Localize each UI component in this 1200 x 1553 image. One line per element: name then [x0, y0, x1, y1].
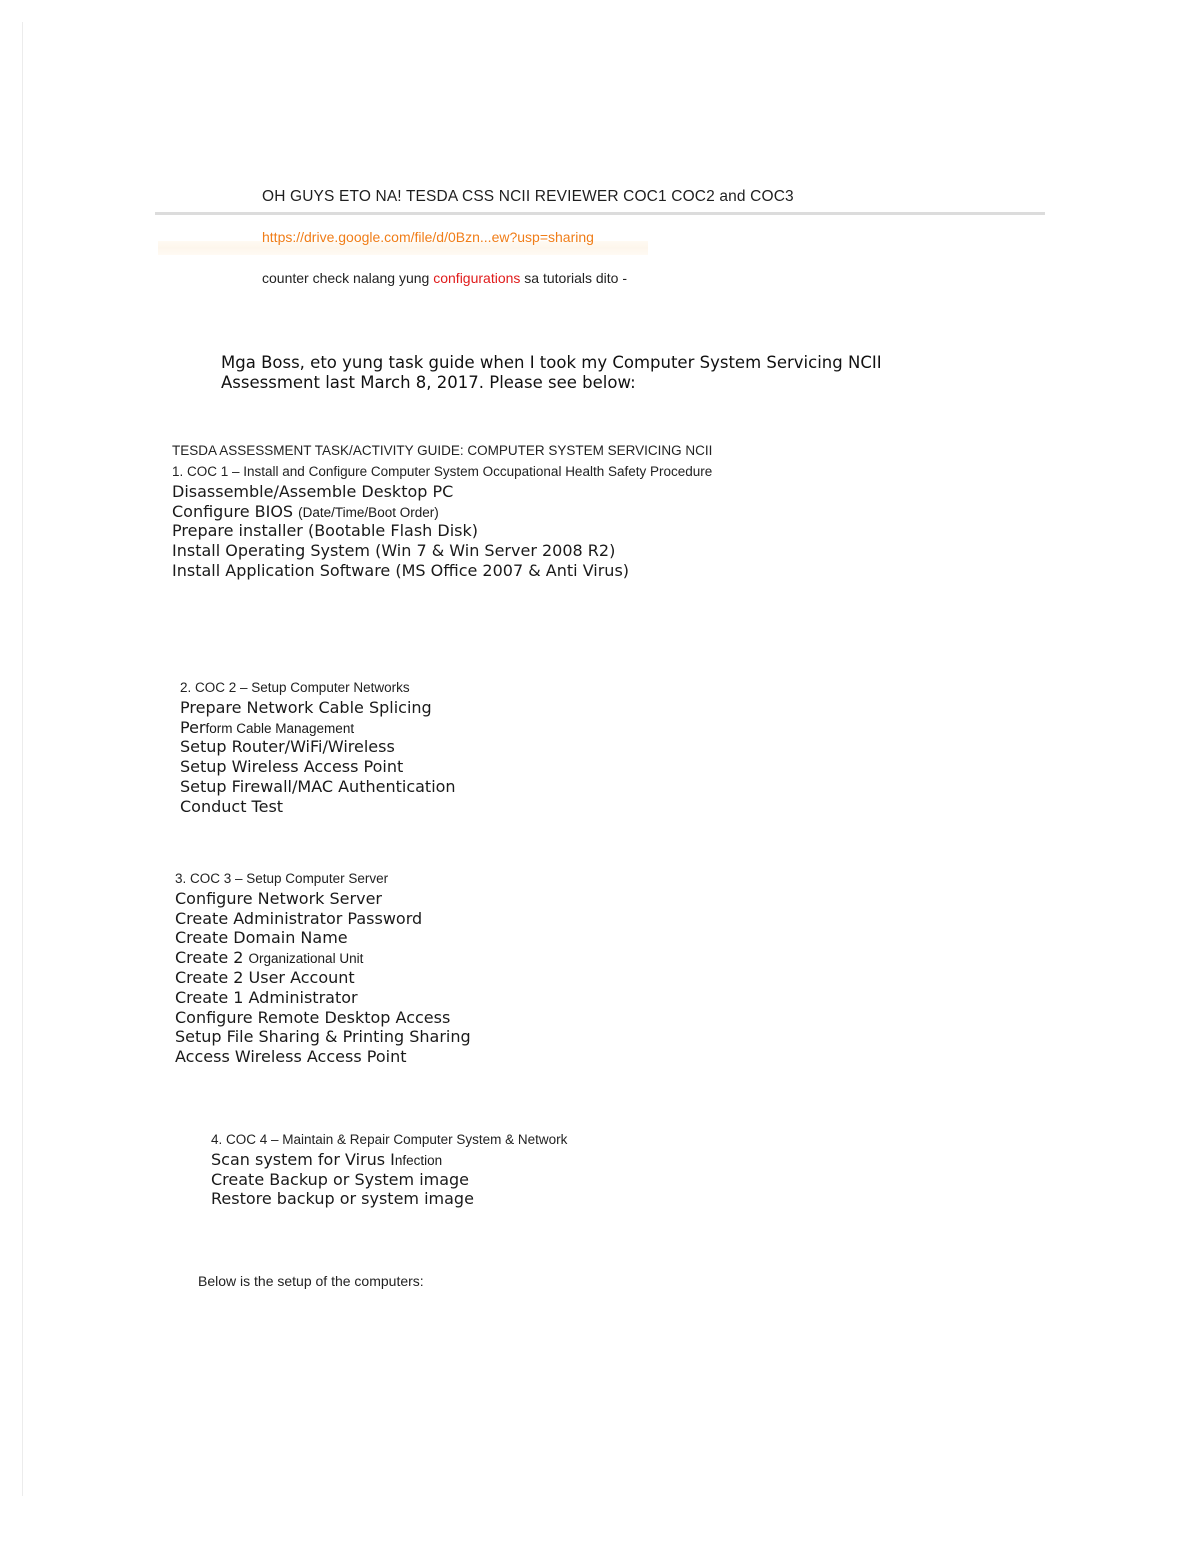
counter-check-note [262, 270, 627, 286]
coc3-item: Access Wireless Access Point [175, 1047, 407, 1067]
coc2-heading: 2. COC 2 – Setup Computer Networks [180, 680, 410, 695]
coc3-section [175, 869, 471, 1067]
coc2-item: Setup Firewall/MAC Authentication [180, 776, 456, 796]
coc2-item: Setup Wireless Access Point [180, 757, 404, 777]
coc4-item [211, 1150, 567, 1170]
drive-link[interactable]: https://drive.google.com/file/d/0Bzn...ew?usp=sharing [262, 229, 594, 245]
coc1-item: Install Application Software (MS Office 2007 & Anti Virus) [172, 560, 630, 580]
coc1-item: Disassemble/Assemble Desktop PC [172, 481, 454, 501]
coc3-item-detail: Organizational Unit [248, 951, 364, 967]
page-edge [22, 22, 23, 1496]
coc1-item-main: Configure BIOS [172, 501, 299, 521]
coc2-item-main: Per [180, 717, 206, 737]
coc3-item: Setup File Sharing & Printing Sharing [175, 1027, 471, 1047]
coc3-item: Configure Network Server [175, 888, 382, 908]
coc4-section [211, 1130, 567, 1209]
coc3-item: Configure Remote Desktop Access [175, 1007, 451, 1027]
coc4-heading: 4. COC 4 – Maintain & Repair Computer System & Network [211, 1132, 568, 1147]
coc2-item-detail: form Cable Management [205, 720, 355, 736]
configurations-highlight: configurations [433, 270, 521, 286]
coc1-section [172, 462, 712, 581]
coc2-section [180, 678, 456, 817]
coc2-item: Setup Router/WiFi/Wireless [180, 737, 395, 757]
coc3-heading: 3. COC 3 – Setup Computer Server [175, 871, 389, 886]
coc1-item: Prepare installer (Bootable Flash Disk) [172, 521, 478, 541]
footer-note: Below is the setup of the computers: [198, 1273, 424, 1289]
title-divider [155, 212, 1045, 215]
coc1-heading: 1. COC 1 – Install and Configure Computer System Occupational Health Safety Procedure [172, 464, 713, 479]
coc3-item: Create 2 User Account [175, 967, 355, 987]
coc4-item-main: Scan system for Virus I [211, 1149, 395, 1169]
coc3-item: Create 1 Administrator [175, 987, 358, 1007]
counter-text-before: counter check nalang yung [262, 270, 434, 286]
coc3-item: Create Domain Name [175, 928, 348, 948]
coc2-item: Conduct Test [180, 796, 284, 816]
intro-paragraph [221, 353, 921, 393]
coc4-item-detail: nfection [394, 1152, 443, 1168]
intro-line-2: Assessment last March 8, 2017. Please see below: [221, 373, 636, 392]
coc3-item-main: Create 2 [175, 948, 249, 968]
coc1-item [172, 502, 712, 522]
coc1-item: Install Operating System (Win 7 & Win Server 2008 R2) [172, 541, 616, 561]
counter-text-after: sa tutorials dito - [520, 270, 628, 286]
coc4-item: Create Backup or System image [211, 1169, 470, 1189]
page-title: OH GUYS ETO NA! TESDA CSS NCII REVIEWER COC1 COC2 and COC3 [262, 188, 794, 205]
coc4-item: Restore backup or system image [211, 1189, 474, 1209]
coc2-item [180, 718, 456, 738]
guide-heading: TESDA ASSESSMENT TASK/ACTIVITY GUIDE: COMPUTER SYSTEM SERVICING NCII [172, 443, 713, 458]
coc3-item [175, 948, 471, 968]
coc3-item: Create Administrator Password [175, 908, 423, 928]
coc1-item-detail: (Date/Time/Boot Order) [298, 504, 439, 520]
coc2-item: Prepare Network Cable Splicing [180, 697, 432, 717]
intro-line-1: Mga Boss, eto yung task guide when I took my Computer System Servicing NCII [221, 353, 882, 372]
